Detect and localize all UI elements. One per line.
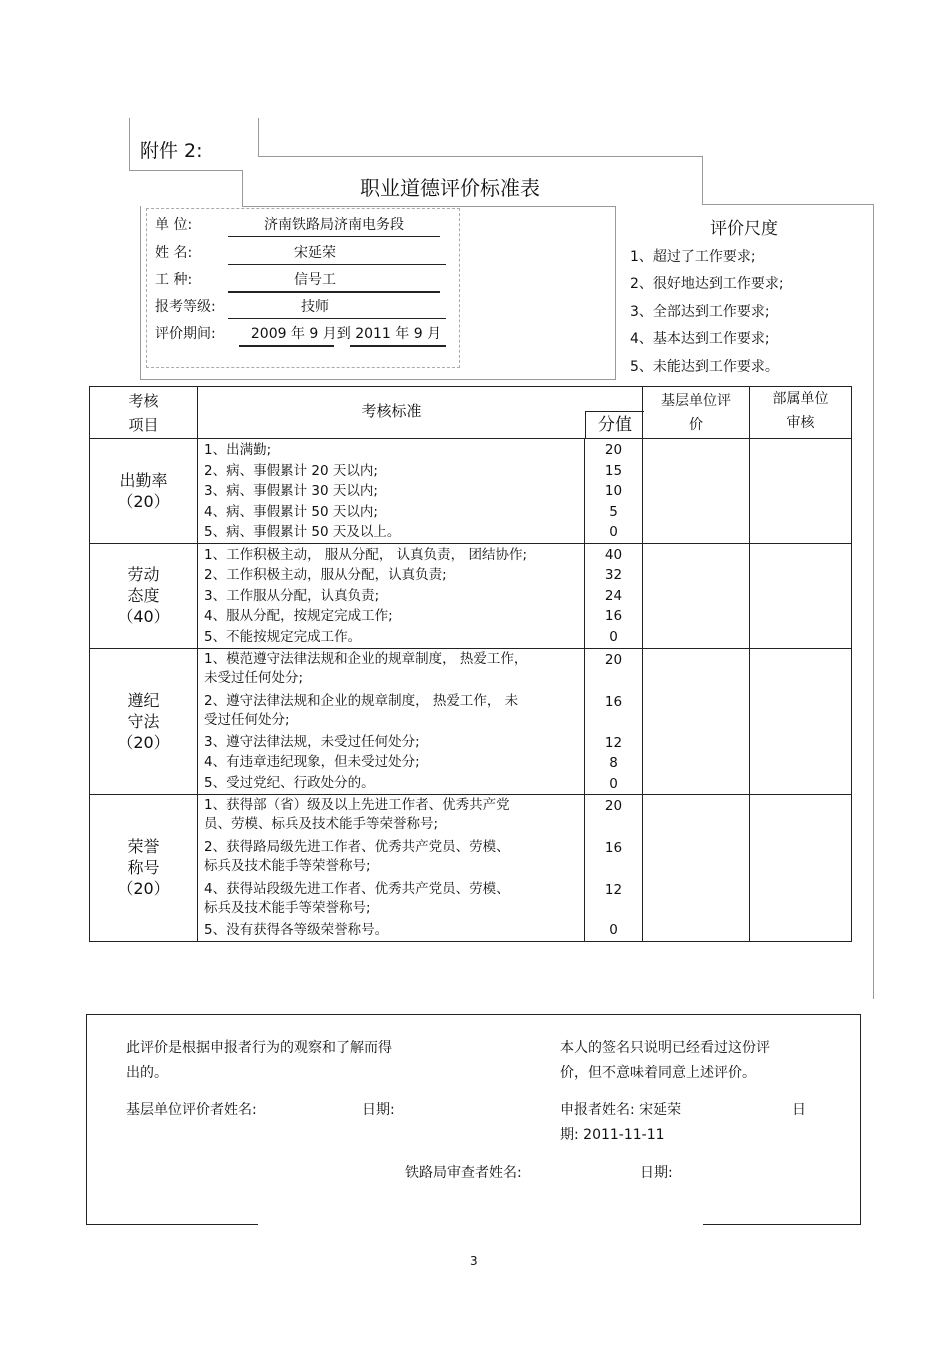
left-statement-line1: 此评价是根据申报者行为的观察和了解而得 xyxy=(126,1040,392,1056)
frame-line xyxy=(258,156,703,157)
scale-title: 评价尺度 xyxy=(710,219,778,239)
table-row xyxy=(90,439,852,544)
criterion: 3、病、事假累计 30 天以内; xyxy=(204,483,378,499)
date-char: 日 xyxy=(792,1102,806,1118)
frame-line xyxy=(258,118,259,156)
base-eval-cell[interactable] xyxy=(643,439,750,544)
dept-review-cell[interactable] xyxy=(750,543,852,648)
job-value: 信号工 xyxy=(294,272,336,288)
category-work-attitude: 劳动 态度 （40） xyxy=(90,543,198,648)
scale-item: 5、未能达到工作要求。 xyxy=(630,359,779,375)
scale-item: 3、全部达到工作要求; xyxy=(630,304,770,320)
scale-item: 4、基本达到工作要求; xyxy=(630,331,770,347)
criterion: 4、病、事假累计 50 天以内; xyxy=(204,503,378,520)
level-value: 技师 xyxy=(301,299,329,315)
criterion: 3、工作服从分配，认真负责; xyxy=(204,587,380,604)
base-eval-cell[interactable] xyxy=(643,648,750,795)
right-statement-line1: 本人的签名只说明已经看过这份评 xyxy=(560,1040,770,1056)
unit-label: 单 位: xyxy=(155,217,193,233)
evaluation-table xyxy=(89,386,852,942)
criterion: 4、服从分配，按规定完成工作; xyxy=(204,608,393,624)
header-criteria-cell xyxy=(198,387,643,439)
applicant-name: 申报者姓名: 宋延荣 xyxy=(560,1102,682,1118)
criterion: 4、获得站段级先进工作者、优秀共产党员、劳模、 标兵及技术能手等荣誉称号; xyxy=(204,881,510,916)
criterion: 2、病、事假累计 20 天以内; xyxy=(204,462,378,479)
criterion: 1、工作积极主动， 服从分配， 认真负责， 团结协作; xyxy=(204,546,528,563)
score-cell xyxy=(585,439,643,544)
name-value: 宋延荣 xyxy=(294,245,336,261)
footer-bottom-line-right xyxy=(703,1224,860,1225)
frame-line xyxy=(140,206,141,379)
table-row xyxy=(90,795,852,942)
criterion: 1、出满勤; xyxy=(204,442,272,458)
table-row xyxy=(90,543,852,648)
score-cell xyxy=(585,543,643,648)
page-number: 3 xyxy=(470,1254,478,1268)
criterion: 4、有违章违纪现象，但未受过处分; xyxy=(204,754,420,770)
dept-review-cell[interactable] xyxy=(750,439,852,544)
criterion: 5、受过党纪、行政处分的。 xyxy=(204,774,375,791)
dept-review-cell[interactable] xyxy=(750,795,852,942)
period-value: 2009 年 9 月到 2011 年 9 月 xyxy=(250,326,442,342)
underline xyxy=(228,318,446,319)
base-eval-cell[interactable] xyxy=(643,795,750,942)
frame-line xyxy=(702,204,874,205)
frame-line xyxy=(129,118,130,170)
criteria-cell xyxy=(198,543,585,648)
score: 12 xyxy=(604,882,623,898)
scale-item: 1、超过了工作要求; xyxy=(630,249,756,265)
criterion: 1、模范遵守法律法规和企业的规章制度， 热爱工作， 未受过任何处分; xyxy=(204,650,528,686)
frame-line xyxy=(242,170,243,206)
header-item: 考核 项目 xyxy=(90,387,198,439)
frame-line xyxy=(140,379,616,380)
left-statement-line2: 出的。 xyxy=(126,1065,168,1081)
date-label: 日期: xyxy=(362,1102,395,1118)
frame-line xyxy=(702,156,703,204)
header-dept-review: 部属单位 审核 xyxy=(750,387,852,439)
score: 0 xyxy=(609,775,618,792)
header-base-eval: 基层单位评 价 xyxy=(643,387,750,439)
category-honors: 荣誉 称号 （20） xyxy=(90,795,198,942)
score-cell xyxy=(585,795,643,942)
right-statement-line2: 价，但不意味着同意上述评价。 xyxy=(560,1065,756,1081)
frame-line xyxy=(242,206,615,207)
criterion: 2、遵守法律法规和企业的规章制度， 热爱工作， 未 受过任何处分; xyxy=(204,692,519,728)
scale-item: 2、很好地达到工作要求; xyxy=(630,276,784,292)
score: 16 xyxy=(604,608,623,624)
score: 20 xyxy=(604,798,623,814)
underline xyxy=(228,264,446,265)
score: 20 xyxy=(604,442,623,458)
header-score: 分值 xyxy=(585,411,644,439)
score: 0 xyxy=(609,628,618,645)
name-label: 姓 名: xyxy=(155,245,193,261)
score: 16 xyxy=(604,840,623,856)
score: 12 xyxy=(604,734,623,751)
base-eval-cell[interactable] xyxy=(643,543,750,648)
underline xyxy=(350,345,446,347)
score: 0 xyxy=(609,524,618,540)
score: 24 xyxy=(604,587,623,604)
base-evaluator-label: 基层单位评价者姓名: xyxy=(126,1102,257,1118)
score: 16 xyxy=(604,693,623,710)
unit-value: 济南铁路局济南电务段 xyxy=(264,217,404,233)
score: 40 xyxy=(604,546,623,563)
criteria-cell xyxy=(198,795,585,942)
job-label: 工 种: xyxy=(155,272,193,288)
underline xyxy=(228,236,440,237)
applicant-date: 期: 2011-11-11 xyxy=(560,1127,665,1143)
criteria-cell xyxy=(198,439,585,544)
annex-label: 附件 2: xyxy=(140,140,203,162)
score-cell xyxy=(585,648,643,795)
score: 0 xyxy=(609,922,618,938)
criterion: 1、获得部（省）级及以上先进工作者、优秀共产党 员、劳模、标兵及技术能手等荣誉称号; xyxy=(204,797,510,832)
table-row xyxy=(90,648,852,795)
criterion: 5、不能按规定完成工作。 xyxy=(204,628,362,645)
score: 20 xyxy=(604,651,623,668)
criterion: 3、遵守法律法规，未受过任何处分; xyxy=(204,733,420,750)
level-label: 报考等级: xyxy=(155,299,216,315)
page-title: 职业道德评价标准表 xyxy=(360,176,540,200)
criterion: 2、获得路局级先进工作者、优秀共产党员、劳模、 标兵及技术能手等荣誉称号; xyxy=(204,839,510,874)
footer-bottom-line-left xyxy=(86,1224,258,1225)
score: 10 xyxy=(604,483,623,499)
frame-line xyxy=(129,170,242,171)
criteria-cell xyxy=(198,648,585,795)
score: 32 xyxy=(604,567,623,583)
category-law-abiding: 遵纪 守法 （20） xyxy=(90,648,198,795)
criterion: 5、没有获得各等级荣誉称号。 xyxy=(204,922,389,938)
criterion: 2、工作积极主动，服从分配，认真负责; xyxy=(204,567,447,583)
score: 8 xyxy=(609,755,618,771)
table-header-row xyxy=(90,387,852,439)
frame-line xyxy=(615,206,616,379)
score: 15 xyxy=(604,462,623,479)
date-label: 日期: xyxy=(640,1165,673,1181)
period-label: 评价期间: xyxy=(155,326,216,342)
header-criteria: 考核标准 xyxy=(361,402,422,420)
score: 5 xyxy=(609,503,618,520)
criterion: 5、病、事假累计 50 天及以上。 xyxy=(204,524,401,540)
underline xyxy=(228,291,440,293)
dept-review-cell[interactable] xyxy=(750,648,852,795)
frame-line xyxy=(873,204,874,999)
category-attendance: 出勤率 （20） xyxy=(90,439,198,544)
underline xyxy=(239,345,334,347)
bureau-reviewer-label: 铁路局审查者姓名: xyxy=(405,1165,522,1181)
